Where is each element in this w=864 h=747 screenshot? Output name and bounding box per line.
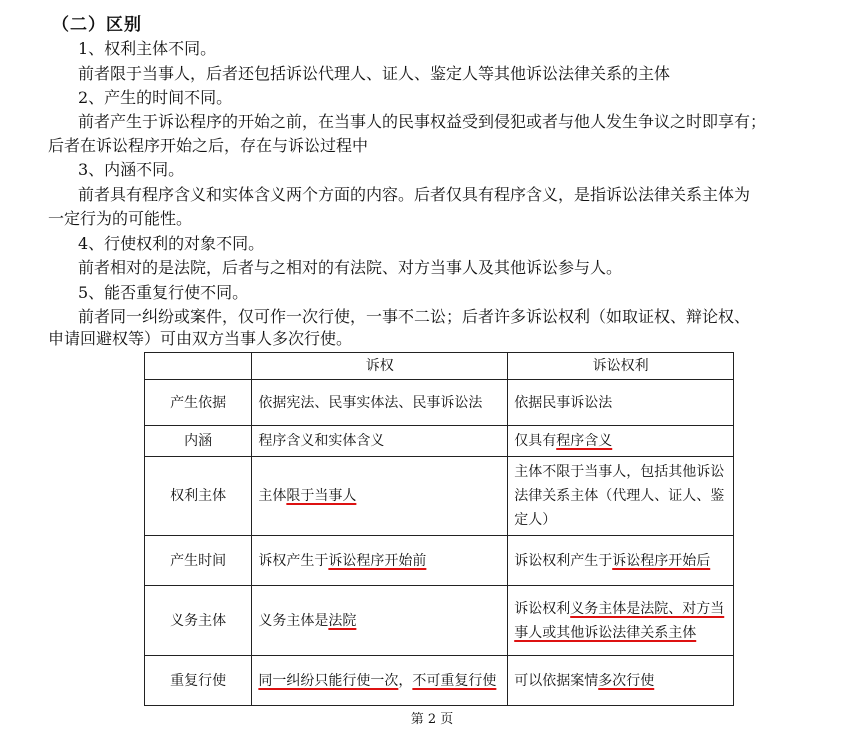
point-4-title: 4、行使权利的对象不同。 [78,234,265,253]
cell-susong-quanli [508,586,734,656]
underlined-text: 多次行使 [598,672,655,689]
header-susong-quanli: 诉讼权利 [508,353,734,380]
cell-suquan [252,380,508,426]
cell-suquan [252,586,508,656]
cell-susong-quanli [508,536,734,586]
row-label: 产生依据 [145,380,252,426]
point-5-body-cont: 申请回避权等）可由双方当事人多次行使。 [48,329,353,348]
table-row [145,380,734,426]
underlined-text: 诉讼程序开始前 [328,552,427,569]
cell-susong-quanli [508,380,734,426]
row-label: 义务主体 [145,586,252,656]
point-2-body: 前者产生于诉讼程序的开始之前，在当事人的民事权益受到侵犯或者与他人发生争议之时即享有； [78,112,767,131]
comparison-table [144,352,734,706]
cell-suquan [252,656,508,706]
underlined-text: 程序含义 [556,433,613,449]
cell-text: 诉讼权利 [514,600,571,617]
point-1-body: 前者限于当事人，后者还包括诉讼代理人、证人、鉴定人等其他诉讼法律关系的主体 [78,64,671,83]
point-3-body-cont: 一定行为的可能性。 [48,209,193,228]
point-2-body-cont: 后者在诉讼程序开始之后，存在与诉讼过程中 [48,136,369,155]
table-row [145,586,734,656]
underlined-text: 法院 [328,612,357,629]
point-3-body: 前者具有程序含义和实体含义两个方面的内容。后者仅具有程序含义，是指诉讼法律关系主体为 [78,185,751,204]
cell-text: 仅具有 [514,433,557,449]
row-label: 权利主体 [145,457,252,536]
cell-suquan [252,457,508,536]
cell-suquan [252,426,508,457]
point-3-title: 3、内涵不同。 [78,160,185,179]
cell-suquan [252,536,508,586]
table-header-row [145,353,734,380]
row-label: 产生时间 [145,536,252,586]
cell-text: 主体 [258,488,287,504]
cell-susong-quanli [508,426,734,457]
page-number: 第 2 页 [410,712,454,727]
cell-text: 主体不限于当事人，包括其他诉讼法律关系主体（代理人、证人、鉴定人） [514,464,725,528]
point-5-title: 5、能否重复行使不同。 [78,283,249,302]
cell-text: 依据民事诉讼法 [514,394,613,411]
cell-text: 义务主体是 [258,612,329,629]
header-suquan: 诉权 [252,353,508,380]
underlined-text: 同一纠纷只能行使一次 [258,672,399,689]
table-row [145,536,734,586]
cell-text: 程序含义和实体含义 [258,433,385,449]
underlined-text: 限于当事人 [286,488,357,504]
table-row [145,426,734,457]
underlined-text: 义务主体是法院、对方当事人或其他诉讼法律关系主体 [514,600,725,641]
header-blank [145,353,252,380]
cell-text: 依据宪法、民事实体法、民事诉讼法 [258,394,483,411]
row-label: 重复行使 [145,656,252,706]
table-row [145,457,734,536]
section-heading: （二）区别 [52,15,142,35]
cell-susong-quanli [508,656,734,706]
cell-text: ， [398,672,413,689]
cell-text: 诉讼权利产生于 [514,552,613,569]
point-5-body: 前者同一纠纷或案件，仅可作一次行使，一事不二讼；后者许多诉讼权利（如取证权、辩论权、 [78,307,751,326]
cell-text: 可以依据案情 [514,672,599,689]
point-4-body: 前者相对的是法院，后者与之相对的有法院、对方当事人及其他诉讼参与人。 [78,258,623,277]
cell-susong-quanli [508,457,734,536]
point-1-title: 1、权利主体不同。 [78,39,217,58]
point-2-title: 2、产生的时间不同。 [78,88,233,107]
cell-text: 诉权产生于 [258,552,329,569]
underlined-text: 不可重复行使 [412,672,497,689]
row-label: 内涵 [145,426,252,457]
underlined-text: 诉讼程序开始后 [612,552,711,569]
table-row [145,656,734,706]
